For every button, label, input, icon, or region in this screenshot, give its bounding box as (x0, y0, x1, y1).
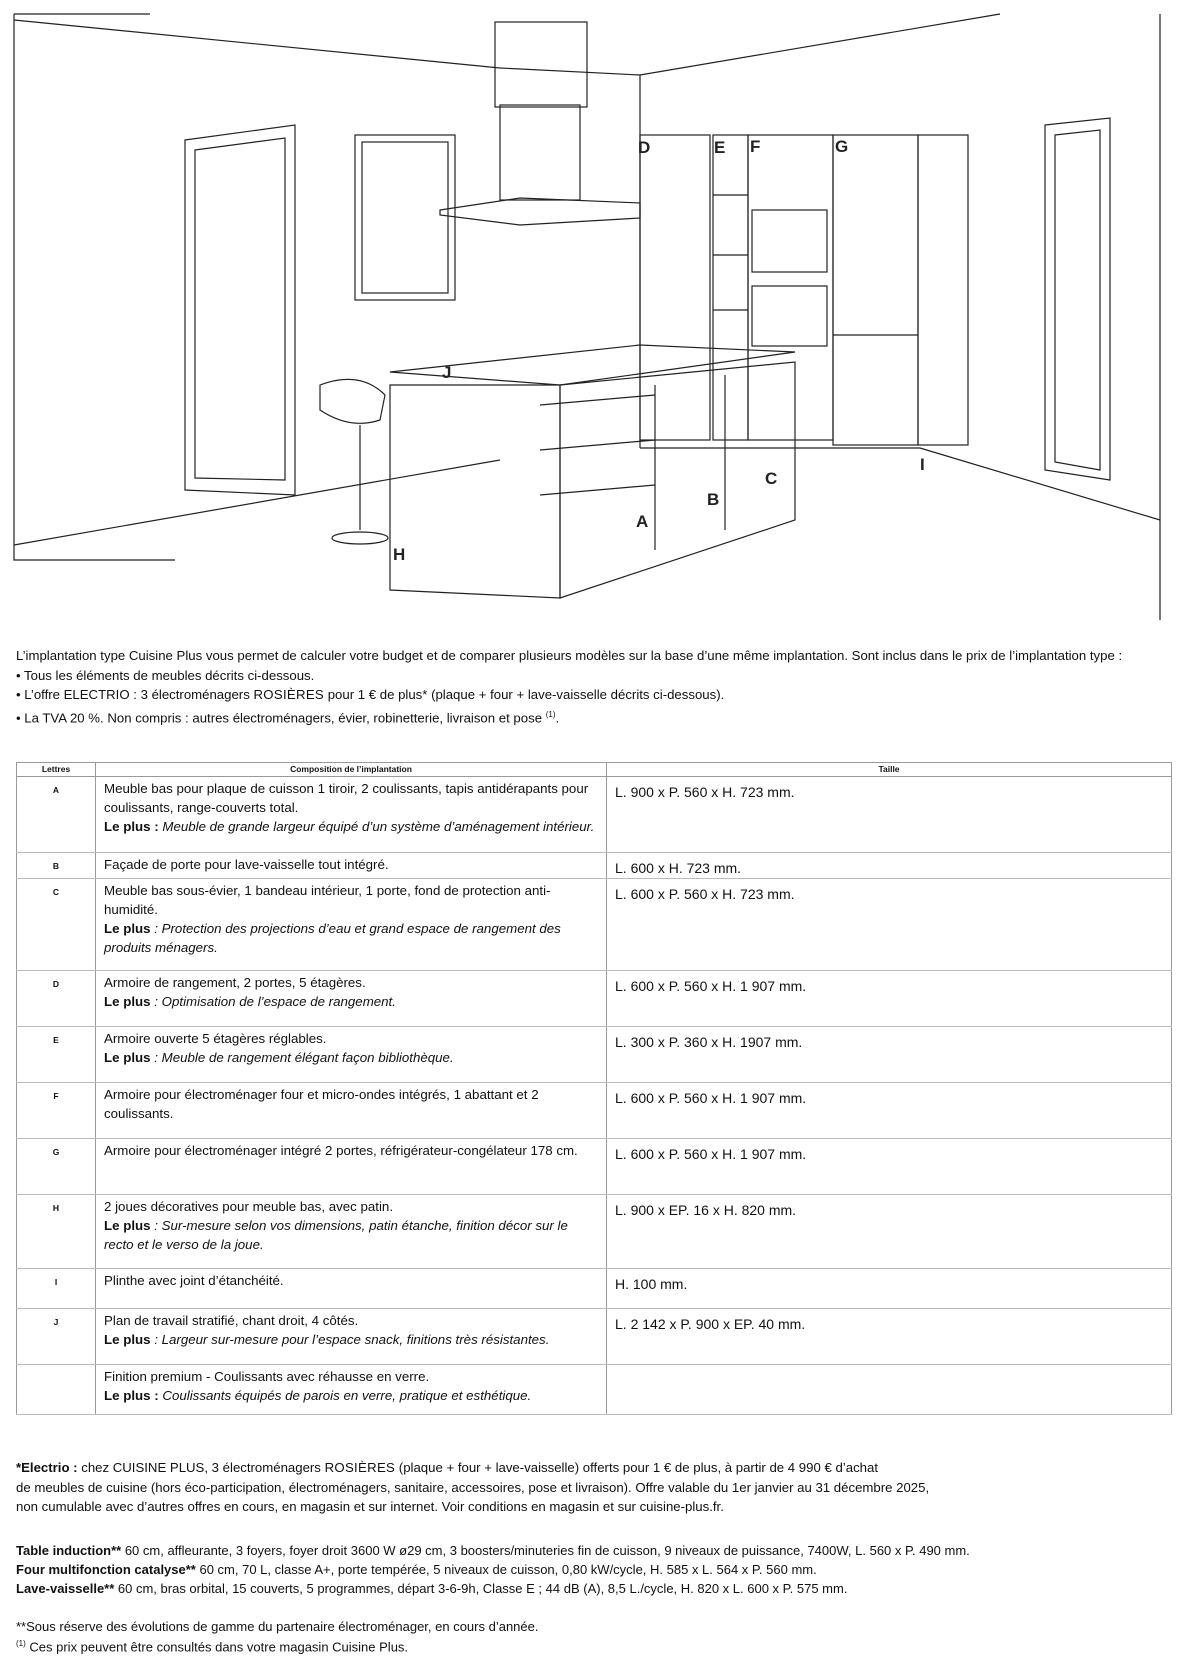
intro-bullet-text: pour 1 € de plus* (plaque + four + lave-vaisselle décrits ci-dessous). (324, 687, 725, 702)
table-row (17, 777, 1172, 853)
row-letter: I (17, 1269, 96, 1309)
row-description (96, 1309, 607, 1365)
intro-text (16, 646, 1166, 727)
description-text: Armoire de rangement, 2 portes, 5 étagères. (104, 975, 366, 990)
row-description (96, 879, 607, 971)
row-size: L. 600 x P. 560 x H. 723 mm. (607, 879, 1172, 971)
spec-text: 60 cm, affleurante, 3 foyers, foyer droit 3600 W ø29 cm, 3 boosters/minuteries fin de cuisson, 9 niveaux de puissance, 7400W, L. 560 x P. 490 mm. (121, 1543, 970, 1558)
plus-line (104, 1048, 598, 1067)
brand-name: ROSIÈRES (324, 1460, 396, 1475)
plus-text: : Optimisation de l’espace de rangement. (154, 994, 396, 1009)
table-header-row (17, 763, 1172, 777)
label-I: I (920, 455, 925, 474)
row-description (96, 1083, 607, 1139)
plus-text: : Largeur sur-mesure pour l’espace snack, finitions très résistantes. (154, 1332, 550, 1347)
intro-bullet (16, 685, 1166, 705)
footnotes (16, 1618, 1166, 1655)
label-F: F (750, 137, 761, 156)
table-row (17, 1139, 1172, 1195)
label-B: B (707, 490, 720, 509)
row-size: L. 900 x P. 560 x H. 723 mm. (607, 777, 1172, 853)
row-letter: D (17, 971, 96, 1027)
table-row (17, 879, 1172, 971)
plus-label: Le plus (104, 1218, 151, 1233)
plus-text: Meuble de grande largeur équipé d’un système d’aménagement intérieur. (162, 819, 595, 834)
electrio-line: de meubles de cuisine (hors éco-participation, électroménagers, sanitaire, accessoires, pose et livraison). Offre valable du 1er janvier au 31 décembre 2025, (16, 1479, 930, 1495)
table-row (17, 1027, 1172, 1083)
plus-label: Le plus (104, 1050, 151, 1065)
row-description (96, 1139, 607, 1195)
plus-label: Le plus : (104, 1388, 159, 1403)
electrio-text: (plaque + four + lave-vaisselle) offerts pour 1 € de plus, à partir de 4 990 € d’achat (395, 1460, 878, 1475)
footnote (16, 1635, 1166, 1655)
row-size (607, 1365, 1172, 1415)
kitchen-illustration (0, 0, 1180, 640)
label-J: J (442, 363, 452, 382)
electrio-text: chez CUISINE PLUS, 3 électroménagers (77, 1460, 325, 1475)
row-letter (17, 1365, 96, 1415)
intro-bullet-text: . (555, 709, 560, 725)
intro-line: L’implantation type Cuisine Plus vous permet de calculer votre budget et de comparer plusieurs modèles sur la base d’une même implantation. Sont inclus dans le prix de l’implantation type : (16, 648, 1123, 663)
label-A: A (636, 512, 649, 531)
plus-line (104, 1386, 598, 1405)
row-letter: J (17, 1309, 96, 1365)
row-size: L. 900 x EP. 16 x H. 820 mm. (607, 1195, 1172, 1269)
intro-bullet: • Tous les éléments de meubles décrits ci-dessous. (16, 667, 315, 683)
brand-name: ROSIÈRES (253, 687, 325, 702)
table-row (17, 971, 1172, 1027)
table-row (17, 1083, 1172, 1139)
plus-text: Coulissants équipés de parois en verre, pratique et esthétique. (162, 1388, 532, 1403)
header-size: Taille (607, 763, 1172, 777)
plus-label: Le plus (104, 921, 151, 936)
description-text: Façade de porte pour lave-vaisselle tout intégré. (104, 857, 389, 872)
plus-line (104, 817, 598, 836)
row-size: L. 600 x P. 560 x H. 1 907 mm. (607, 971, 1172, 1027)
composition-table (16, 762, 1172, 1415)
intro-bullet (16, 705, 1166, 728)
row-size: L. 300 x P. 360 x H. 1907 mm. (607, 1027, 1172, 1083)
description-text: Armoire ouverte 5 étagères réglables. (104, 1031, 327, 1046)
row-description (96, 971, 607, 1027)
table-row (17, 853, 1172, 879)
plus-line (104, 1216, 598, 1254)
intro-bullet-text: • L’offre ELECTRIO : 3 électroménagers (16, 687, 254, 702)
label-H: H (393, 545, 406, 564)
row-letter: H (17, 1195, 96, 1269)
table-row (17, 1269, 1172, 1309)
row-letter: B (17, 853, 96, 879)
description-text: 2 joues décoratives pour meuble bas, avec patin. (104, 1199, 394, 1214)
row-letter: F (17, 1083, 96, 1139)
table-row (17, 1309, 1172, 1365)
label-D: D (638, 138, 651, 157)
label-C: C (765, 469, 778, 488)
table-row (17, 1365, 1172, 1415)
description-text: Plan de travail stratifié, chant droit, 4 côtés. (104, 1313, 359, 1328)
spec-label: Table induction** (16, 1543, 122, 1558)
spec-line (16, 1560, 1166, 1579)
spec-label: Lave-vaisselle** (16, 1581, 115, 1596)
spec-label: Four multifonction catalyse** (16, 1562, 196, 1577)
row-letter: A (17, 777, 96, 853)
header-letters: Lettres (17, 763, 96, 777)
footnote-ref: (1) (545, 709, 556, 719)
plus-line (104, 1330, 598, 1349)
plus-label: Le plus (104, 1332, 151, 1347)
label-E: E (714, 138, 726, 157)
footnote-ref: (1) (16, 1639, 26, 1648)
plus-text: : Sur-mesure selon vos dimensions, patin étanche, finition décor sur le recto et le verso de la joue. (104, 1218, 568, 1252)
plus-label: Le plus : (104, 819, 159, 834)
description-text: Finition premium - Coulissants avec réhausse en verre. (104, 1369, 430, 1384)
spec-line (16, 1541, 1166, 1560)
description-text: Armoire pour électroménager intégré 2 portes, réfrigérateur-congélateur 178 cm. (104, 1143, 578, 1158)
electrio-line (16, 1458, 1166, 1478)
electrio-line: non cumulable avec d’autres offres en cours, en magasin et sur internet. Voir conditions en magasin et sur cuisine-plus.fr. (16, 1499, 724, 1514)
description-text: Plinthe avec joint d’étanchéité. (104, 1273, 284, 1288)
intro-bullet-text: • La TVA 20 %. Non compris : autres électroménagers, évier, robinetterie, livraison et pose (16, 709, 543, 725)
plus-line (104, 992, 598, 1011)
row-description (96, 1027, 607, 1083)
row-letter: C (17, 879, 96, 971)
label-G: G (835, 137, 849, 156)
description-text: Meuble bas pour plaque de cuisson 1 tiroir, 2 coulissants, tapis antidérapants pour coulissants, range-couverts total. (104, 781, 589, 815)
row-description (96, 1269, 607, 1309)
footnote: **Sous réserve des évolutions de gamme du partenaire électroménager, en cours d’année. (16, 1619, 539, 1634)
appliance-specs (16, 1541, 1166, 1598)
table-row (17, 1195, 1172, 1269)
row-size: L. 2 142 x P. 900 x EP. 40 mm. (607, 1309, 1172, 1365)
plus-text: : Protection des projections d’eau et grand espace de rangement des produits ménagers. (104, 921, 561, 955)
plus-line (104, 919, 598, 957)
spec-text: 60 cm, 70 L, classe A+, porte tempérée, 5 niveaux de cuisson, 0,80 kW/cycle, H. 585 x L. 564 x P. 560 mm. (195, 1562, 817, 1577)
electrio-label: *Electrio : (16, 1460, 78, 1475)
row-description (96, 777, 607, 853)
row-description (96, 853, 607, 879)
footnote-text: Ces prix peuvent être consultés dans votre magasin Cuisine Plus. (25, 1639, 409, 1655)
row-letter: E (17, 1027, 96, 1083)
row-size: H. 100 mm. (607, 1269, 1172, 1309)
row-size: L. 600 x H. 723 mm. (607, 853, 1172, 879)
spec-line (16, 1579, 1166, 1598)
row-size: L. 600 x P. 560 x H. 1 907 mm. (607, 1139, 1172, 1195)
row-size: L. 600 x P. 560 x H. 1 907 mm. (607, 1083, 1172, 1139)
plus-text: : Meuble de rangement élégant façon bibliothèque. (154, 1050, 454, 1065)
row-description (96, 1195, 607, 1269)
electrio-note (16, 1458, 1166, 1517)
description-text: Meuble bas sous-évier, 1 bandeau intérieur, 1 porte, fond de protection anti-humidité. (104, 883, 551, 917)
description-text: Armoire pour électroménager four et micro-ondes intégrés, 1 abattant et 2 coulissants. (104, 1087, 539, 1121)
header-composition: Composition de l’implantation (96, 763, 607, 777)
spec-text: 60 cm, bras orbital, 15 couverts, 5 programmes, départ 3-6-9h, Classe E ; 44 dB (A), 8,5 L./cycle, H. 820 x L. 600 x P. 575 mm. (114, 1581, 848, 1596)
row-description (96, 1365, 607, 1415)
plus-label: Le plus (104, 994, 151, 1009)
row-letter: G (17, 1139, 96, 1195)
